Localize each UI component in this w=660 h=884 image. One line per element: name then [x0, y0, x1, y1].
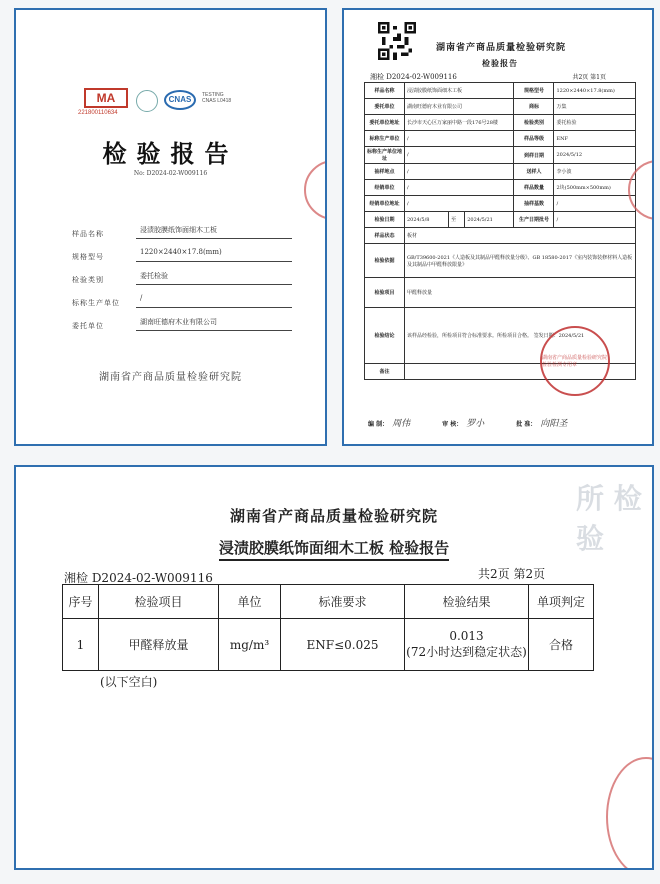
cover-field-row — [72, 239, 292, 262]
report-page-1 — [342, 8, 654, 446]
cover-field-row — [72, 285, 292, 308]
result-value: 0.013 — [449, 629, 484, 643]
page2-title: 浸渍胶膜纸饰面细木工板 检验报告 — [16, 537, 652, 558]
cover-title: 检验报告 — [102, 139, 239, 168]
ilac-mra-logo — [136, 90, 158, 112]
watermark-fragment: 所 检 验 — [576, 482, 642, 555]
table-label-cell: 检验结论 — [365, 308, 405, 364]
header-item: 检验项目 — [99, 585, 219, 619]
cover-field-value: 浸渍胶膜纸饰面细木工板 — [136, 225, 292, 239]
table-row — [365, 228, 636, 244]
table-value-cell: 2024/5/21 — [465, 212, 514, 228]
table-label-cell: 抽样地点 — [365, 164, 405, 180]
table-label-cell: 规格型号 — [514, 83, 554, 99]
certification-logos — [78, 86, 268, 120]
table-value-cell: 该样品经检验，所检项目符合标准要求。所检项目合格。 签发日期：2024/5/21 — [405, 308, 636, 364]
approver-signature: 批 准： 向阳圣 — [516, 419, 568, 429]
table-label-cell: 检验日期 — [365, 212, 405, 228]
table-label-cell: 样品等级 — [514, 131, 554, 147]
table-value-cell: / — [405, 180, 514, 196]
signature-row — [368, 416, 638, 429]
table-value-cell: 板材 — [405, 228, 636, 244]
table-label-cell: 经销单位地址 — [365, 196, 405, 212]
cover-field-label: 委托单位 — [72, 322, 104, 330]
table-value-cell: 1220×2440×17.8(mm) — [554, 83, 636, 99]
table-label-cell: 抽样基数 — [514, 196, 554, 212]
table-row — [365, 196, 636, 212]
table-value-cell: 长沙市天心区万家丽中路一段176号28楼 — [405, 115, 514, 131]
table-value-cell: 湖南旺德府木业有限公司 — [405, 99, 514, 115]
cover-field-row — [72, 308, 292, 331]
page-seal-fragment — [606, 757, 654, 870]
cover-field-row — [72, 216, 292, 239]
cover-field-value: 湖南旺德府木业有限公司 — [136, 317, 292, 331]
table-label-cell: 检验类别 — [514, 115, 554, 131]
table-value-cell: / — [405, 131, 514, 147]
blank-note: (以下空白) — [100, 675, 158, 689]
cover-field-value: / — [136, 294, 292, 308]
results-header-row — [63, 585, 594, 619]
table-label-cell: 样品数量 — [514, 180, 554, 196]
cover-field-label: 规格型号 — [72, 253, 104, 261]
table-value-cell: / — [405, 147, 514, 164]
cover-fields — [72, 216, 292, 331]
page2-page-info: 共2页 第2页 — [478, 567, 546, 581]
page1-report-number: 湘检 D2024-02-W009116 — [370, 73, 457, 81]
table-label-cell: 检验依据 — [365, 244, 405, 278]
cover-field-label: 标称生产单位 — [72, 299, 120, 307]
table-label-cell: 标称生产单位 — [365, 131, 405, 147]
table-label-cell: 委托单位 — [365, 99, 405, 115]
header-result: 检验结果 — [405, 585, 529, 619]
compiler-signature: 编 制： 周伟 — [368, 419, 411, 429]
table-value-cell: 万集 — [554, 99, 636, 115]
table-label-cell: 检验项目 — [365, 278, 405, 308]
row-result — [405, 619, 529, 671]
cnas-caption: TESTING CNAS L0418 — [202, 92, 232, 104]
table-row — [365, 244, 636, 278]
header-unit: 单位 — [219, 585, 281, 619]
table-row — [63, 619, 594, 671]
header-judgement: 单项判定 — [529, 585, 594, 619]
row-unit: mg/m³ — [219, 619, 281, 671]
table-value-cell: 甲醛释放量 — [405, 278, 636, 308]
table-label-cell: 送样人 — [514, 164, 554, 180]
cover-field-label: 样品名称 — [72, 230, 104, 238]
table-value-cell: / — [405, 196, 514, 212]
table-value-cell: / — [554, 212, 636, 228]
table-value-cell: 2024/5/8 — [405, 212, 449, 228]
table-value-cell: 李小波 — [554, 164, 636, 180]
table-value-cell: / — [554, 196, 636, 212]
table-value-cell: 浸渍胶膜纸饰面细木工板 — [405, 83, 514, 99]
table-value-cell: / — [405, 164, 514, 180]
result-note: (72小时达到稳定状态) — [406, 645, 527, 659]
table-value-cell: 2024/5/12 — [554, 147, 636, 164]
reviewer-signature: 审 核： 罗小 — [442, 419, 485, 429]
table-row — [365, 131, 636, 147]
cma-number: 221800110634 — [78, 110, 118, 116]
table-label-cell: 备注 — [365, 364, 405, 380]
cover-organization: 湖南省产商品质量检验研究院 — [99, 372, 242, 383]
table-label-cell: 样品名称 — [365, 83, 405, 99]
table-label-cell: 样品状态 — [365, 228, 405, 244]
qr-code — [378, 22, 416, 60]
results-table — [62, 584, 594, 671]
cma-logo: MA — [84, 88, 128, 108]
cover-report-number: No: D2024-02-W009116 — [133, 170, 208, 177]
table-label-cell: 经销单位 — [365, 180, 405, 196]
table-label-cell: 生产日期批号 — [514, 212, 554, 228]
cnas-logo: CNAS — [164, 90, 196, 110]
inspection-seal: 湖南省产商品质量检验研究院 检验检测专用章 — [540, 326, 610, 396]
row-requirement: ENF≤0.025 — [281, 619, 405, 671]
cover-field-label: 检验类别 — [72, 276, 104, 284]
row-item: 甲醛释放量 — [99, 619, 219, 671]
report-page-2 — [14, 465, 654, 870]
table-value-cell: 至 — [449, 212, 465, 228]
table-row — [365, 212, 636, 228]
page1-page-info: 共2页 第1页 — [572, 74, 606, 81]
cover-field-value: 委托检验 — [136, 271, 292, 285]
report-cover-page — [14, 8, 327, 446]
page-seal-fragment — [304, 160, 327, 220]
header-no: 序号 — [63, 585, 99, 619]
table-value-cell: 委托检验 — [554, 115, 636, 131]
table-label-cell: 委托单位地址 — [365, 115, 405, 131]
table-row — [365, 180, 636, 196]
cover-field-value: 1220×2440×17.8(mm) — [136, 248, 292, 262]
page1-title: 检验报告 — [482, 58, 518, 68]
table-row — [365, 164, 636, 180]
table-row — [365, 99, 636, 115]
row-judgement: 合格 — [529, 619, 594, 671]
table-label-cell: 到样日期 — [514, 147, 554, 164]
table-value-cell: 2块(500mm×500mm) — [554, 180, 636, 196]
table-row — [365, 83, 636, 99]
table-value-cell: ENF — [554, 131, 636, 147]
table-row — [365, 115, 636, 131]
table-row — [365, 147, 636, 164]
page1-organization: 湖南省产商品质量检验研究院 — [436, 43, 567, 53]
cover-field-row — [72, 262, 292, 285]
table-value-cell: GB/T39600-2021《人造板及其制品甲醛释放量分级》、GB 18580-2017《室内装饰装修材料人造板及其制品中甲醛释放限量》 — [405, 244, 636, 278]
header-requirement: 标准要求 — [281, 585, 405, 619]
table-row — [365, 278, 636, 308]
page2-organization: 湖南省产商品质量检验研究院 — [229, 507, 438, 525]
table-label-cell: 标称生产单位地址 — [365, 147, 405, 164]
table-label-cell: 商标 — [514, 99, 554, 115]
page2-report-number: 湘检 D2024-02-W009116 — [64, 571, 213, 585]
row-no: 1 — [63, 619, 99, 671]
